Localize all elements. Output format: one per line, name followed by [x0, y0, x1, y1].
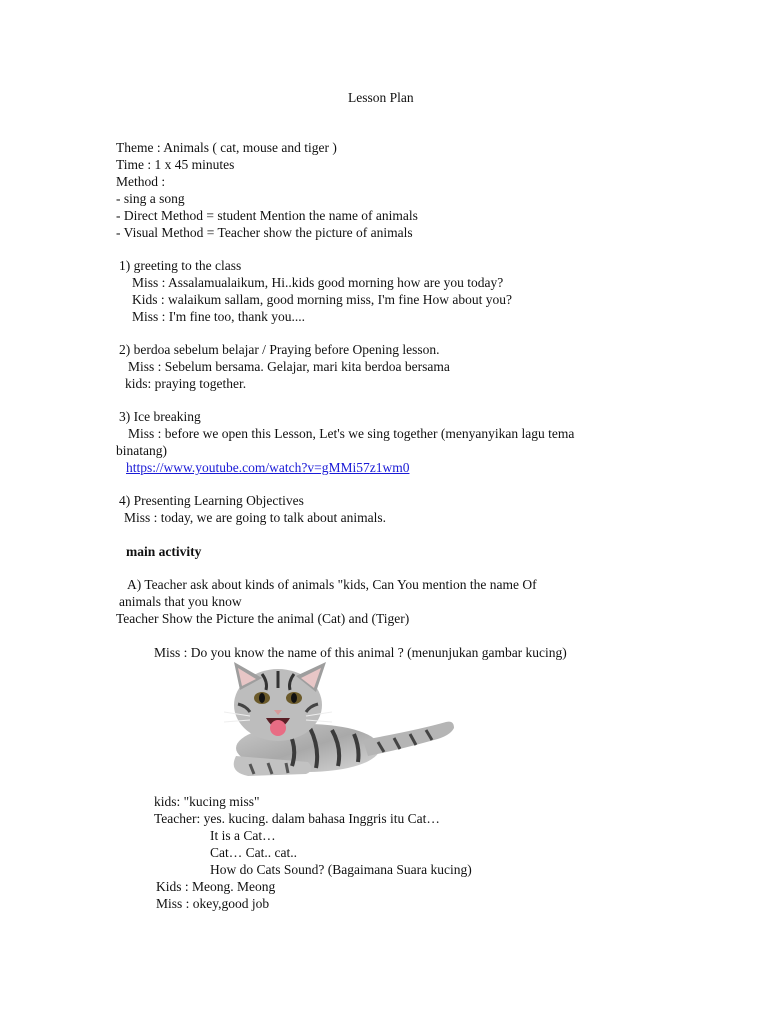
tabby-kitten-photo-icon — [188, 660, 488, 785]
activity-line: animals that you know — [119, 594, 242, 609]
dialogue-line: Miss : before we open this Lesson, Let's we sing together (menyanyikan lagu tema — [128, 426, 575, 441]
page-title: Lesson Plan — [348, 90, 414, 105]
dialogue-line: kids: "kucing miss" — [154, 794, 260, 809]
theme-line: Theme : Animals ( cat, mouse and tiger ) — [116, 140, 337, 155]
dialogue-line: binatang) — [116, 443, 167, 458]
step4-heading: 4) Presenting Learning Objectives — [119, 493, 304, 508]
dialogue-line: It is a Cat… — [210, 828, 276, 843]
main-activity-heading: main activity — [126, 544, 202, 559]
step2-heading: 2) berdoa sebelum belajar / Praying before Opening lesson. — [119, 342, 440, 357]
dialogue-line: Cat… Cat.. cat.. — [210, 845, 297, 860]
question-line: Miss : Do you know the name of this animal ? (menunjukan gambar kucing) — [154, 645, 567, 660]
step3-heading: 3) Ice breaking — [119, 409, 201, 424]
activity-line: Teacher Show the Picture the animal (Cat) and (Tiger) — [116, 611, 410, 626]
method-item: - Direct Method = student Mention the name of animals — [116, 208, 418, 223]
time-line: Time : 1 x 45 minutes — [116, 157, 235, 172]
youtube-link[interactable]: https://www.youtube.com/watch?v=gMMi57z1wm0 — [126, 460, 410, 475]
dialogue-line: Miss : Sebelum bersama. Gelajar, mari kita berdoa bersama — [128, 359, 450, 374]
dialogue-line: Miss : okey,good job — [156, 896, 270, 911]
dialogue-line: Miss : today, we are going to talk about animals. — [124, 510, 386, 525]
method-item: - Visual Method = Teacher show the picture of animals — [116, 225, 413, 240]
dialogue-line: Teacher: yes. kucing. dalam bahasa Inggris itu Cat… — [154, 811, 440, 826]
dialogue-line: Miss : I'm fine too, thank you.... — [132, 309, 306, 324]
dialogue-line: Kids : Meong. Meong — [156, 879, 276, 894]
dialogue-line: Miss : Assalamualaikum, Hi..kids good morning how are you today? — [132, 275, 504, 290]
method-label: Method : — [116, 174, 166, 189]
method-item: - sing a song — [116, 191, 185, 206]
activity-line: A) Teacher ask about kinds of animals "kids, Can You mention the name Of — [127, 577, 537, 592]
dialogue-line: Kids : walaikum sallam, good morning miss, I'm fine How about you? — [132, 292, 513, 307]
step1-heading: 1) greeting to the class — [119, 258, 242, 273]
dialogue-line: How do Cats Sound? (Bagaimana Suara kucing) — [210, 862, 472, 877]
dialogue-line: kids: praying together. — [125, 376, 247, 391]
